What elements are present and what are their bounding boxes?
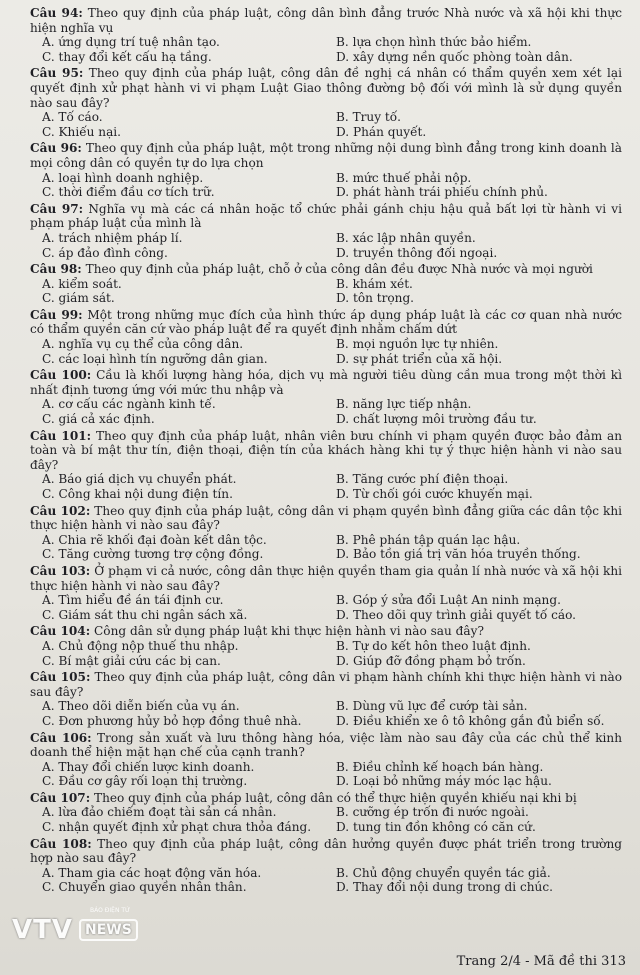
answer-option-a: A. ứng dụng trí tuệ nhân tạo. (42, 35, 220, 50)
answer-option-b: B. cưỡng ép trốn đi nước ngoài. (336, 805, 529, 820)
question-stem (30, 66, 622, 110)
question-block (30, 731, 622, 789)
question-text: Theo quy định của pháp luật, công dân hưởng quyền được phát triển trong trường hợp nào sau đây? (30, 836, 622, 866)
vtv-news-logo (12, 907, 138, 945)
question-stem (30, 6, 622, 35)
answer-option-b: B. Truy tố. (336, 110, 401, 125)
answer-option-c: C. thời điểm đầu cơ tích trữ. (42, 185, 215, 200)
page-footer: Trang 2/4 - Mã đề thi 313 (456, 954, 626, 969)
answer-option-b: B. Góp ý sửa đổi Luật An ninh mạng. (336, 593, 561, 608)
answer-option-b: B. mức thuế phải nộp. (336, 170, 472, 185)
answer-option-d: D. xây dựng nền quốc phòng toàn dân. (336, 49, 573, 64)
answer-options (30, 593, 622, 622)
answer-options (30, 760, 622, 789)
answer-options (30, 866, 622, 895)
question-stem (30, 624, 622, 639)
answer-option-b: B. lựa chọn hình thức bảo hiểm. (336, 35, 532, 50)
question-number: Câu 94: (30, 6, 83, 20)
question-text: Ở phạm vi cả nước, công dân thực hiện quyền tham gia quản lí nhà nước và xã hội khi thực hiện hành vi nào sau đây? (30, 563, 622, 593)
question-number: Câu 102: (30, 503, 91, 518)
answer-option-c: C. Chuyển giao quyền nhân thân. (42, 880, 247, 895)
answer-option-a: A. nghĩa vụ cụ thể của công dân. (42, 337, 244, 352)
question-stem (30, 308, 622, 337)
answer-option-a: A. Chủ động nộp thuế thu nhập. (42, 638, 239, 653)
question-stem (30, 791, 622, 806)
answer-options (30, 337, 622, 366)
answer-option-d: D. phát hành trái phiếu chính phủ. (336, 185, 548, 200)
answer-options (30, 397, 622, 426)
answer-option-a: A. Tham gia các hoạt động văn hóa. (42, 865, 262, 880)
question-number: Câu 97: (30, 201, 84, 216)
answer-option-b: B. năng lực tiếp nhận. (336, 397, 472, 412)
answer-option-b: B. Tự do kết hôn theo luật định. (336, 638, 531, 653)
logo-news: NEWS (79, 919, 138, 941)
answer-option-c: C. giá cả xác định. (42, 412, 155, 427)
answer-option-b: B. Dùng vũ lực để cướp tài sản. (336, 699, 528, 714)
answer-option-a: A. Theo dõi diễn biến của vụ án. (42, 699, 240, 714)
answer-options (30, 639, 622, 668)
question-number: Câu 99: (30, 307, 83, 322)
answer-option-d: D. Phán quyết. (336, 124, 427, 139)
answer-option-d: D. Loại bỏ những máy móc lạc hậu. (336, 774, 552, 789)
answer-option-a: A. Chia rẽ khối đại đoàn kết dân tộc. (42, 532, 267, 547)
answer-option-a: A. Thay đổi chiến lược kinh doanh. (42, 759, 255, 774)
answer-option-a: A. trách nhiệm pháp lí. (42, 230, 183, 245)
answer-option-a: A. cơ cấu các ngành kinh tế. (42, 397, 216, 412)
question-stem (30, 670, 622, 699)
question-number: Câu 106: (30, 730, 92, 745)
answer-option-d: D. truyền thông đối ngoại. (336, 245, 498, 260)
question-stem (30, 368, 622, 397)
answer-option-c: C. giám sát. (42, 291, 115, 306)
question-block (30, 670, 622, 728)
answer-options (30, 699, 622, 728)
answer-option-b: B. Chủ động chuyển quyền tác giả. (336, 865, 551, 880)
question-block (30, 368, 622, 426)
question-number: Câu 96: (30, 141, 82, 156)
answer-option-d: D. Giúp đỡ đồng phạm bỏ trốn. (336, 653, 526, 668)
answer-option-b: B. Điều chỉnh kế hoạch bán hàng. (336, 759, 544, 774)
question-block (30, 624, 622, 668)
answer-options (30, 533, 622, 562)
question-text: Theo quy định của pháp luật, công dân đề nghị cá nhân có thẩm quyền xem xét lại quyết định xử phạt hành vi vi phạm Luật Giao thông đường bộ đối với mình là sử dụng quyền nào sau đây? (30, 66, 622, 110)
question-text: Công dân sử dụng pháp luật khi thực hiện hành vi nào sau đây? (94, 624, 484, 639)
question-list (30, 6, 622, 897)
question-number: Câu 107: (30, 790, 91, 805)
question-number: Câu 105: (30, 670, 91, 685)
answer-option-c: C. Đơn phương hủy bỏ hợp đồng thuê nhà. (42, 713, 302, 728)
question-stem (30, 504, 622, 533)
answer-option-b: B. Phê phán tập quán lạc hậu. (336, 532, 521, 547)
answer-option-b: B. xác lập nhân quyền. (336, 230, 476, 245)
answer-option-d: D. Điều khiển xe ô tô không gắn đủ biển số. (336, 713, 605, 728)
answer-option-a: A. Báo giá dịch vụ chuyển phát. (42, 472, 237, 487)
question-block (30, 564, 622, 622)
answer-options (30, 231, 622, 260)
question-stem (30, 202, 622, 231)
answer-option-d: D. Theo dõi quy trình giải quyết tố cáo. (336, 607, 577, 622)
answer-option-d: D. Bảo tồn giá trị văn hóa truyền thống. (336, 547, 581, 562)
question-block (30, 308, 622, 366)
question-block (30, 141, 622, 199)
question-block (30, 6, 622, 64)
answer-option-c: C. thay đổi kết cấu hạ tầng. (42, 49, 212, 64)
answer-option-c: C. Giám sát thu chi ngân sách xã. (42, 607, 248, 622)
answer-option-a: A. Tìm hiểu đề án tái định cư. (42, 593, 224, 608)
answer-option-a: A. Tố cáo. (42, 110, 103, 125)
question-stem (30, 141, 622, 170)
answer-option-b: B. Tăng cước phí điện thoại. (336, 472, 509, 487)
answer-options (30, 277, 622, 306)
answer-option-b: B. mọi nguồn lực tự nhiên. (336, 337, 499, 352)
answer-option-a: A. loại hình doanh nghiệp. (42, 170, 204, 185)
answer-option-d: D. tôn trọng. (336, 291, 415, 306)
question-block (30, 262, 622, 306)
question-block (30, 504, 622, 562)
question-text: Cầu là khối lượng hàng hóa, dịch vụ mà người tiêu dùng cần mua trong một thời kì nhất định tương ứng với mức thu nhập và (30, 368, 622, 397)
question-block (30, 429, 622, 502)
answer-option-c: C. Công khai nội dung điện tín. (42, 487, 233, 501)
question-block (30, 837, 622, 895)
question-number: Câu 100: (30, 368, 92, 383)
question-block (30, 791, 622, 835)
question-text: Theo quy định của pháp luật, công dân bình đẳng trước Nhà nước và xã hội khi thực hiện nghĩa vụ (30, 6, 622, 35)
question-text: Theo quy định của pháp luật, công dân vi phạm hành chính khi thực hiện hành vi nào sau đây? (30, 670, 622, 699)
question-number: Câu 95: (30, 66, 84, 81)
question-text: Theo quy định của pháp luật, một trong những nội dung bình đẳng trong kinh doanh là mọi công dân có quyền tự do lựa chọn (30, 141, 622, 170)
answer-option-d: D. tung tin đồn không có căn cứ. (336, 820, 536, 835)
answer-options (30, 171, 622, 200)
logo-vtv: VTV (12, 915, 73, 945)
logo-tagline: BÁO ĐIỆN TỬ (90, 907, 131, 914)
question-block (30, 66, 622, 139)
question-text: Nghĩa vụ mà các cá nhân hoặc tổ chức phải gánh chịu hậu quả bất lợi từ hành vi vi phạm pháp luật của mình là (30, 201, 622, 231)
answer-option-b: B. khám xét. (336, 276, 413, 291)
answer-option-d: D. sự phát triển của xã hội. (336, 351, 503, 366)
question-text: Trong sản xuất và lưu thông hàng hóa, việc làm nào sau đây của các chủ thể kinh doanh thể hiện mặt hạn chế của cạnh tranh? (30, 730, 622, 760)
question-stem (30, 837, 622, 866)
answer-option-c: C. Bí mật giải cứu các bị can. (42, 653, 221, 668)
answer-options (30, 35, 622, 64)
answer-options (30, 110, 622, 139)
question-text: Theo quy định của pháp luật, công dân vi phạm quyền bình đẳng giữa các dân tộc khi thực hiện hành vi nào sau đây? (30, 503, 622, 533)
answer-option-a: A. kiểm soát. (42, 276, 122, 291)
answer-options (30, 472, 622, 501)
answer-option-d: D. Từ chối gói cước khuyến mại. (336, 487, 533, 501)
answer-option-d: D. chất lượng môi trường đầu tư. (336, 412, 537, 427)
question-stem (30, 564, 622, 593)
question-block (30, 202, 622, 260)
answer-option-c: C. Khiếu nại. (42, 124, 121, 139)
question-number: Câu 103: (30, 563, 91, 578)
answer-option-c: C. Tăng cường tương trợ cộng đồng. (42, 547, 264, 562)
question-stem (30, 429, 622, 473)
question-number: Câu 104: (30, 624, 91, 639)
answer-option-a: A. lừa đảo chiếm đoạt tài sản cá nhân. (42, 805, 277, 820)
question-text: Theo quy định của pháp luật, nhân viên bưu chính vi phạm quyền được bảo đảm an toàn và bí mật thư tín, điện thoại, điện tín của khách hàng khi tự ý thực hiện hành vi nào sau đây? (30, 428, 622, 472)
answer-option-c: C. áp đảo đình công. (42, 245, 168, 260)
question-text: Một trong những mục đích của hình thức áp dụng pháp luật là các cơ quan nhà nước có thẩm quyền căn cứ vào pháp luật để ra quyết định nhằm chấm dứt (30, 307, 622, 337)
answer-options (30, 805, 622, 834)
answer-option-c: C. các loại hình tín ngưỡng dân gian. (42, 351, 268, 366)
question-number: Câu 98: (30, 262, 82, 277)
question-number: Câu 101: (30, 428, 92, 443)
answer-option-d: D. Thay đổi nội dung trong di chúc. (336, 880, 553, 895)
question-text: Theo quy định của pháp luật, công dân có thể thực hiện quyền khiếu nại khi bị (94, 790, 577, 805)
question-stem (30, 731, 622, 760)
question-text: Theo quy định của pháp luật, chỗ ở của công dân đều được Nhà nước và mọi người (85, 262, 593, 277)
question-number: Câu 108: (30, 836, 92, 851)
answer-option-c: C. Đầu cơ gây rối loạn thị trường. (42, 774, 248, 789)
question-stem (30, 262, 622, 277)
answer-option-c: C. nhận quyết định xử phạt chưa thỏa đáng. (42, 820, 312, 835)
